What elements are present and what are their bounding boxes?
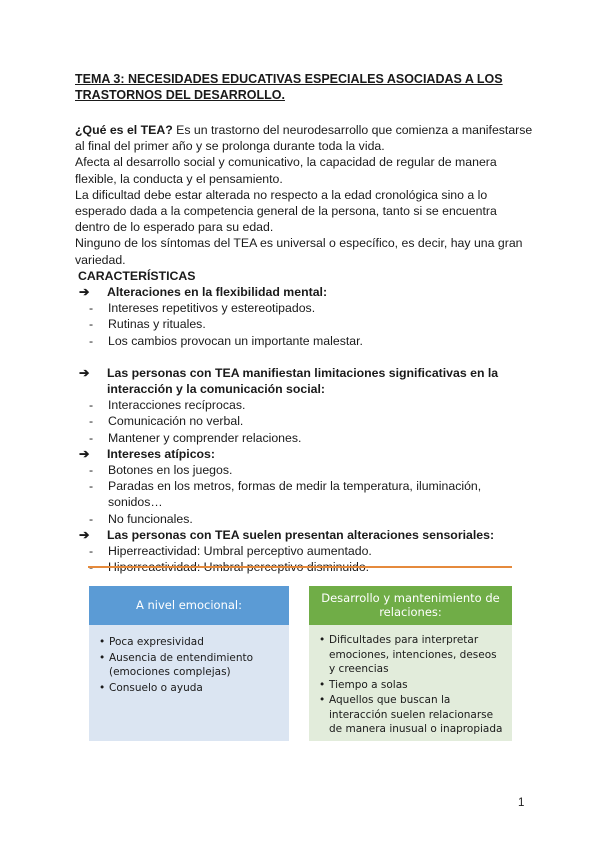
dash-icon: - bbox=[89, 333, 94, 348]
characteristic-group-title: ➔ Alteraciones en la flexibilidad mental: bbox=[79, 285, 328, 300]
bullet-icon: • bbox=[319, 694, 326, 706]
bullet-icon: • bbox=[99, 681, 106, 694]
list-item: - Paradas en los metros, formas de medir la temperatura, iluminación, sonidos… bbox=[89, 479, 482, 510]
page-number: 1 bbox=[518, 797, 525, 809]
list-item: • Tiempo a solas bbox=[319, 678, 408, 691]
dash-icon: - bbox=[89, 463, 94, 478]
intro-question: ¿Qué es el TEA? bbox=[75, 123, 173, 137]
dash-icon: - bbox=[89, 511, 94, 526]
intro-paragraph-4: Ninguno de los síntomas del TEA es universal o específico, es decir, hay una gran variedad. bbox=[75, 236, 523, 267]
list-item: • Poca expresividad bbox=[99, 636, 204, 648]
dash-icon: - bbox=[89, 430, 94, 445]
arrow-icon: ➔ bbox=[79, 446, 90, 461]
list-item: - Los cambios provocan un importante malestar. bbox=[89, 333, 363, 348]
list-item: • Ausencia de entendimiento (emociones complejas) bbox=[99, 651, 254, 678]
characteristic-group-title: ➔ Las personas con TEA manifiestan limitaciones significativas en la interacción y la comunicación social: bbox=[79, 365, 499, 397]
list-item: - Interacciones recíprocas. bbox=[89, 398, 246, 413]
list-item: - Hiperreactividad: Umbral perceptivo aumentado. bbox=[89, 544, 372, 559]
bullet-icon: • bbox=[319, 634, 326, 646]
dash-icon: - bbox=[89, 398, 94, 413]
bullet-icon: • bbox=[319, 678, 326, 691]
intro-paragraph-2: Afecta al desarrollo social y comunicativo, la capacidad de regular de manera flexible, la conducta y el pensamiento. bbox=[75, 155, 497, 186]
list-item: • Consuelo o ayuda bbox=[99, 681, 203, 694]
dash-icon: - bbox=[89, 544, 94, 559]
emotional-level-box bbox=[89, 586, 289, 741]
emotional-level-list bbox=[89, 625, 289, 741]
characteristic-group-title: ➔ Intereses atípicos: bbox=[79, 446, 215, 461]
arrow-icon: ➔ bbox=[79, 285, 90, 300]
bullet-icon: • bbox=[99, 651, 106, 664]
relationships-box bbox=[309, 586, 512, 741]
list-item: - Rutinas y rituales. bbox=[89, 317, 206, 332]
document-body bbox=[75, 122, 535, 575]
arrow-icon: ➔ bbox=[79, 527, 90, 542]
intro-text-1: Es un trastorno del neurodesarrollo que comienza a manifestarse al final del primer año y se prolonga durante toda la vida. bbox=[75, 123, 533, 154]
relationships-heading: Desarrollo y mantenimiento de relaciones: bbox=[309, 586, 512, 625]
dash-icon: - bbox=[89, 301, 94, 316]
relationships-list bbox=[309, 625, 512, 741]
list-item: - Comunicación no verbal. bbox=[89, 414, 244, 429]
bullet-icon: • bbox=[99, 636, 106, 648]
list-item: - Mantener y comprender relaciones. bbox=[89, 430, 302, 445]
characteristic-group-title: ➔ Las personas con TEA suelen presentan alteraciones sensoriales: bbox=[79, 527, 495, 542]
emotional-level-heading: A nivel emocional: bbox=[89, 586, 289, 625]
intro-paragraph-3: La dificultad debe estar alterada no respecto a la edad cronológica sino a lo esperado dada a la competencia general de la persona, tanto si se encuentra dentro de lo esperado para su edad. bbox=[75, 187, 497, 235]
intro-paragraph-1 bbox=[75, 122, 535, 154]
list-item: - Botones en los juegos. bbox=[89, 463, 233, 478]
page-title: TEMA 3: NECESIDADES EDUCATIVAS ESPECIALES ASOCIADAS A LOS TRASTORNOS DEL DESARROLLO. bbox=[75, 72, 503, 102]
dash-icon: - bbox=[89, 479, 94, 494]
list-item: - No funcionales. bbox=[89, 511, 193, 526]
characteristics-heading: CARACTERÍSTICAS bbox=[78, 268, 196, 283]
list-item: • Aquellos que buscan la interacción suelen relacionarse de manera inusual o inapropiada bbox=[319, 694, 503, 735]
arrow-icon: ➔ bbox=[79, 365, 90, 380]
dash-icon: - bbox=[89, 414, 94, 429]
divider-line bbox=[88, 566, 512, 568]
dash-icon: - bbox=[89, 317, 94, 332]
list-item: • Dificultades para interpretar emociones, intenciones, deseos y creencias bbox=[319, 634, 497, 675]
list-item: - Intereses repetitivos y estereotipados. bbox=[89, 301, 316, 316]
